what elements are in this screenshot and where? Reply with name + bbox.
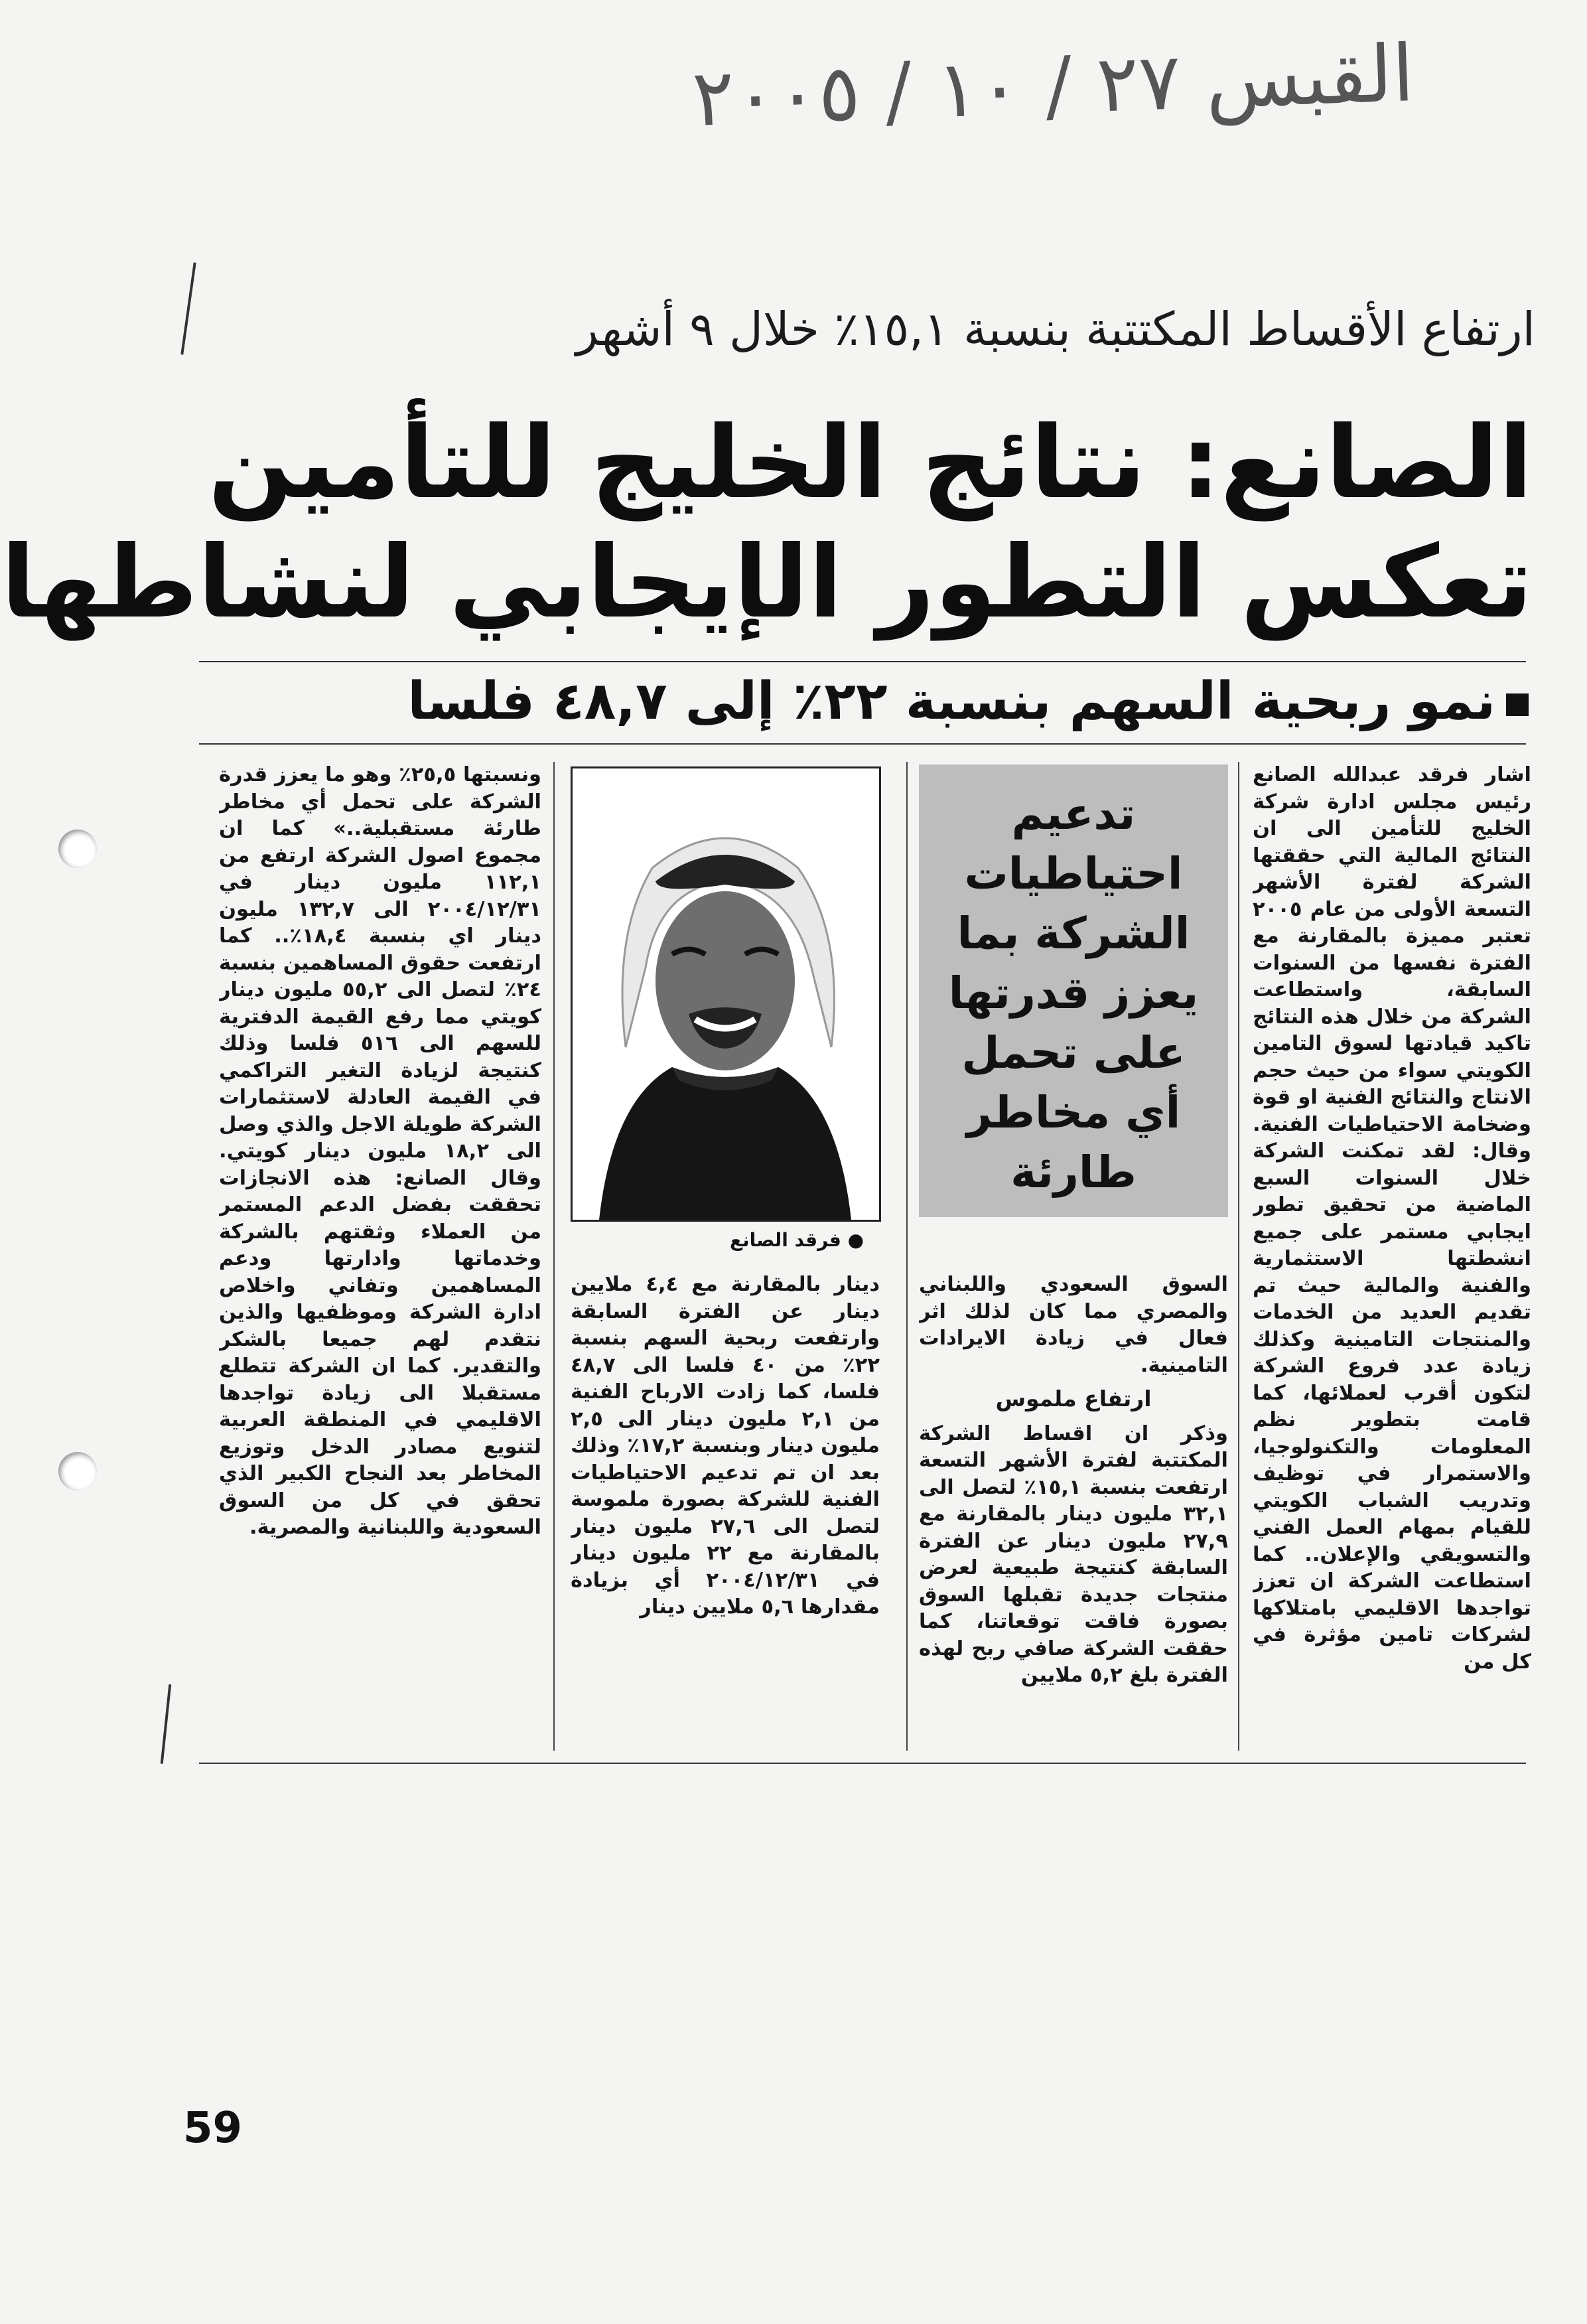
article-column-2 bbox=[919, 1271, 1228, 1749]
column-1-text: اشار فرقد عبدالله الصانع رئيس مجلس ادارة شركة الخليج للتأمين الى ان النتائج المالية التي حققتها الشركة لفترة الأشهر التسعة الأولى من عام ٢٠٠٥ تعتبر مميزة بالمقارنة مع الفترة نفسها من السنوات السابقة، واستطاعت الشركة من خلال هذه النتائج تاكيد قيادتها لسوق التامين الكويتي سواء من حيث حجم الانتاج والنتائج الفنية او قوة وضخامة الاحتياطيات الفنية. وقال: لقد تمكنت الشركة خلال السنوات السبع الماضية من تحقيق تطور ايجابي مستمر على جميع انشطتها الاستثمارية والفنية والمالية حيث تم تقديم العديد من الخدمات والمنتجات التامينية وكذلك زيادة عدد فروع الشركة لتكون أقرب لعملائها، كما قامت بتطوير نظم المعلومات والتكنولوجيا، والاستمرار في توظيف وتدريب الشباب الكويتي للقيام بمهام العمل الفني والتسويقي والإعلان.. كما استطاعت الشركة ان تعزز تواجدها الاقليمي بامتلاكها لشركات تامين مؤثرة في كل من bbox=[1253, 763, 1531, 1674]
page-number: 59 bbox=[183, 2104, 243, 2153]
divider-top bbox=[199, 661, 1526, 662]
pull-quote-text: تدعيم احتياطيات الشركة بما يعزز قدرتها على تحمل أي مخاطر طارئة bbox=[948, 788, 1199, 1198]
pen-mark-left bbox=[180, 262, 196, 354]
punch-hole-top bbox=[58, 830, 97, 868]
article-kicker: ارتفاع الأقساط المكتتبة بنسبة ١٥,١٪ خلال ٩ أشهر bbox=[576, 302, 1535, 356]
caption-bullet-icon: ● bbox=[847, 1229, 864, 1251]
article-column-1 bbox=[1253, 762, 1531, 1751]
bullet-square-icon bbox=[1506, 693, 1529, 716]
column-2-subhead: ارتفاع ملموس bbox=[995, 1386, 1152, 1412]
column-3-text: دينار بالمقارنة مع ٤,٤ ملايين دينار عن الفترة السابقة وارتفعت ربحية السهم بنسبة ٢٢٪ من ٤٠ فلسا الى ٤٨,٧ فلسا، كما زادت الارباح الفنية من ٢,١ مليون دينار الى ٢,٥ مليون دينار وبنسبة ١٧,٢٪ وذلك بعد ان تم تدعيم الاحتياطيات الفنية للشركة بصورة ملموسة لتصل الى ٢٧,٦ مليون دينار بالمقارنة مع ٢٢ مليون دينار في ٢٠٠٤/١٢/٣١ أي بزيادة مقدارها ٥,٦ ملايين دينار bbox=[571, 1273, 880, 1619]
handwritten-note: القبس ٢٧ / ١٠ / ٢٠٠٥ bbox=[691, 27, 1416, 144]
article-column-4 bbox=[219, 762, 541, 1751]
divider-bottom bbox=[199, 1763, 1526, 1764]
column-2-top-text: السوق السعودي واللبناني والمصري مما كان لذلك اثر فعال في زيادة الايرادات التامينية. bbox=[919, 1273, 1228, 1377]
pull-quote-box bbox=[919, 764, 1228, 1217]
portrait-photo bbox=[571, 766, 881, 1222]
column-divider-2 bbox=[906, 762, 908, 1751]
column-divider-1 bbox=[1238, 762, 1239, 1751]
caption-text: فرقد الصانع bbox=[730, 1229, 841, 1251]
article-column-3 bbox=[571, 1271, 880, 1749]
pen-mark-bottom-left bbox=[161, 1684, 172, 1764]
column-2-bottom-text: وذكر ان اقساط الشركة المكتتبة لفترة الأشهر التسعة ارتفعت بنسبة ١٥,١٪ لتصل الى ٣٢,١ مليون دينار بالمقارنة مع ٢٧,٩ مليون دينار عن الفترة السابقة كنتيجة طبيعية لعرض منتجات جديدة تقبلها السوق بصورة فاقت توقعاتنا، كما حققت الشركة صافي ربح لهذه الفترة بلغ ٥,٢ ملايين bbox=[919, 1421, 1228, 1687]
subheadline-text: نمو ربحية السهم بنسبة ٢٢٪ إلى ٤٨,٧ فلسا bbox=[407, 672, 1495, 731]
article-headline-line1: الصانع: نتائج الخليج للتأمين bbox=[208, 405, 1533, 521]
column-divider-3 bbox=[553, 762, 555, 1751]
photo-caption bbox=[730, 1229, 864, 1251]
article-headline-line2: تعكس التطور الإيجابي لنشاطها bbox=[1, 525, 1533, 640]
portrait-image bbox=[573, 768, 879, 1220]
punch-hole-bottom bbox=[58, 1452, 97, 1490]
article-subheadline bbox=[407, 672, 1529, 731]
column-4-text: ونسبتها ٢٥,٥٪ وهو ما يعزز قدرة الشركة على تحمل أي مخاطر طارئة مستقبلية..» كما ان مجموع اصول الشركة ارتفع من ١١٢,١ مليون دينار في ٢٠٠٤/١٢/٣١ الى ١٣٢,٧ مليون دينار اي بنسبة ١٨,٤٪.. كما ارتفعت حقوق المساهمين بنسبة ٢٤٪ لتصل الى ٥٥,٢ مليون دينار كويتي مما رفع القيمة الدفترية للسهم الى ٥١٦ فلسا وذلك كنتيجة لزيادة التغير التراكمي في القيمة العادلة لاستثمارات الشركة طويلة الاجل والذي وصل الى ١٨,٢ مليون دينار كويتي. وقال الصانع: هذه الانجازات تحققت بفضل الدعم المستمر من العملاء وثقتهم بالشركة وخدماتها وادارتها ودعم المساهمين وتفاني واخلاص ادارة الشركة وموظفيها والذين نتقدم لهم جميعا بالشكر والتقدير. كما ان الشركة تتطلع مستقبلا الى زيادة تواجدها الاقليمي في المنطقة العربية لتنويع مصادر الدخل وتوزيع المخاطر بعد النجاح الكبير الذي تحقق في كل من السوق السعودية واللبنانية والمصرية. bbox=[219, 763, 541, 1539]
divider-under-subhead bbox=[199, 743, 1526, 745]
